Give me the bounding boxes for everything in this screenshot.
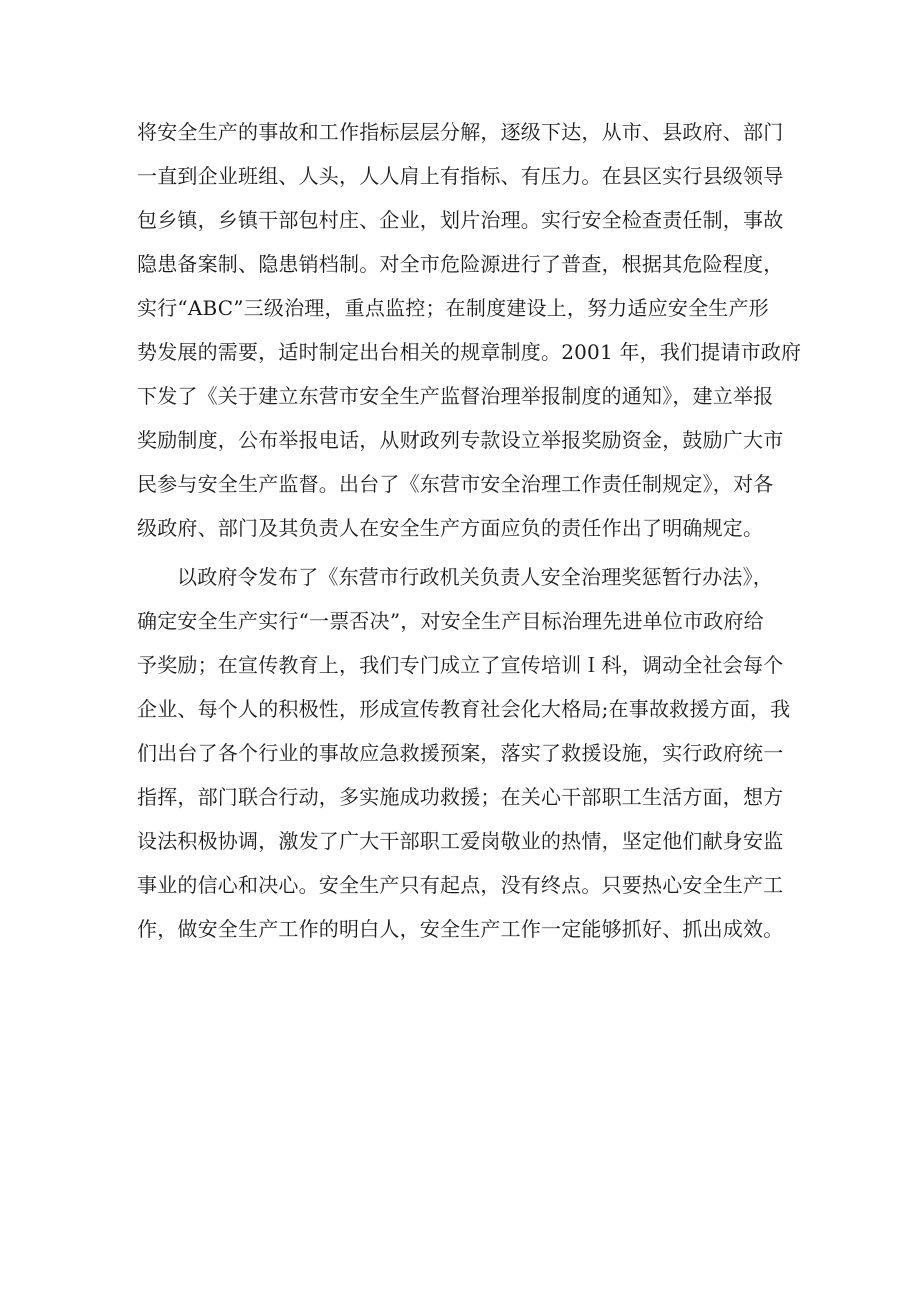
text-line: 以政府令发布了《东营市行政机关负责人安全治理奖惩暂行办法》， xyxy=(177,565,773,589)
text-line: 指挥，部门联合行动，多实施成功救援；在关心干部职工生活方面，想方 xyxy=(137,785,784,809)
document-body xyxy=(137,110,807,951)
text-line: 企业、每个人的积极性，形成宣传教育社会化大格局;在事故救援方面，我 xyxy=(137,697,791,721)
text-line: 下发了《关于建立东营市安全生产监督治理举报制度的通知》，建立举报 xyxy=(137,384,774,408)
text-line: 将安全生产的事故和工作指标层层分解，逐级下达，从市、县政府、部门 xyxy=(137,120,784,144)
text-line: 一直到企业班组、人头，人人肩上有指标、有压力。在县区实行县级领导 xyxy=(137,164,784,188)
text-line: 作，做安全生产工作的明白人，安全生产工作一定能够抓好、抓出成效。 xyxy=(137,917,784,941)
text-line: 确定安全生产实行“一票否决”，对安全生产目标治理先进单位市政府给 xyxy=(137,609,764,633)
text-line: 级政府、部门及其负责人在安全生产方面应负的责任作出了明确规定。 xyxy=(137,516,764,540)
text-line: 包乡镇，乡镇干部包村庄、企业，划片治理。实行安全检查责任制，事故 xyxy=(137,208,784,232)
text-line: 隐患备案制、隐患销档制。对全市危险源进行了普查，根据其危险程度， xyxy=(137,252,784,276)
text-line: 实行“ABC”三级治理，重点监控；在制度建设上，努力适应安全生产形 xyxy=(137,296,769,320)
text-line: 予奖励；在宣传教育上，我们专门成立了宣传培训Ｉ科，调动全社会每个 xyxy=(137,653,784,677)
text-line: 势发展的需要，适时制定出台相关的规章制度。2001 年，我们提请市政府 xyxy=(137,340,802,364)
text-line: 奖励制度，公布举报电话，从财政列专款设立举报奖励资金，鼓励广大市 xyxy=(137,428,784,452)
paragraph-2 xyxy=(137,555,807,951)
text-line: 们出台了各个行业的事故应急救援预案，落实了救援设施，实行政府统一 xyxy=(137,741,784,765)
text-line: 民参与安全生产监督。出台了《东营市安全治理工作责任制规定》，对各 xyxy=(137,472,774,496)
paragraph-1 xyxy=(137,110,807,550)
text-line: 事业的信心和决心。安全生产只有起点，没有终点。只要热心安全生产工 xyxy=(137,873,784,897)
text-line: 设法积极协调，激发了广大干部职工爱岗敬业的热情，坚定他们献身安监 xyxy=(137,829,784,853)
